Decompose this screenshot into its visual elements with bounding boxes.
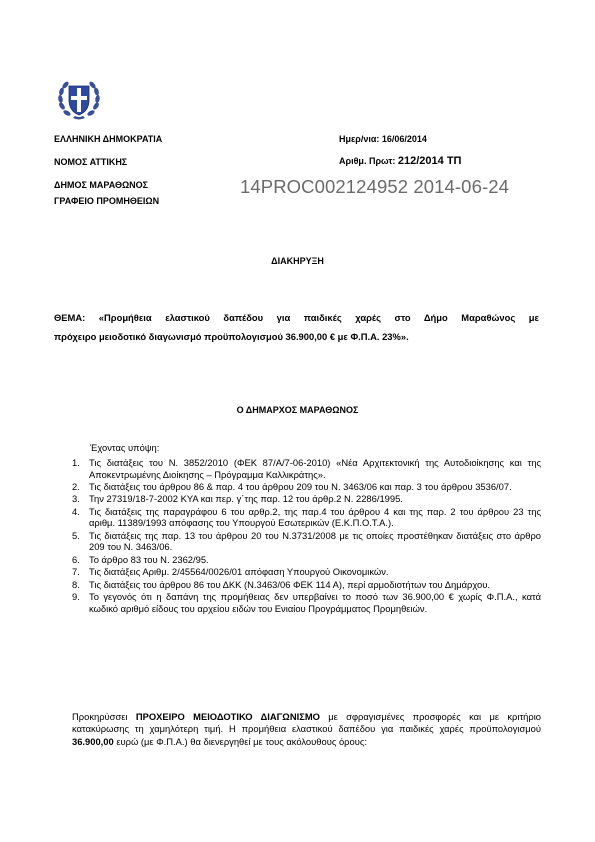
header-municipality: ΔΗΜΟΣ ΜΑΡΑΘΩΝΟΣ (54, 180, 149, 190)
considering-label: Έχοντας υπόψη: (90, 442, 160, 453)
list-item: 1. Τις διατάξεις του Ν. 3852/2010 (ΦΕΚ 87/Α/7-06-2010) «Νέα Αρχιτεκτονική της Αυτοδιοίκησης και της Αποκεντρωμένης Διοίκησης – Πρόγραμμα Καλλικράτης». (72, 457, 541, 480)
list-item: 7. Τις διατάξεις Αριθμ. 2/45564/0026/01 απόφαση Υπουργού Οικονομικών. (72, 566, 389, 578)
header-date: Ημερ/νια: 16/06/2014 (339, 134, 427, 144)
header-prefecture: ΝΟΜΟΣ ΑΤΤΙΚΗΣ (54, 157, 128, 167)
subject-line-1: ΘΕΜΑ: «Προμήθεια ελαστικού δαπέδου για παιδικές χαρές στο Δήμο Μαραθώνος με (54, 312, 539, 323)
budget-amount: 36.900,00 (72, 735, 114, 747)
protocol-label: Αριθμ. Πρωτ: (339, 156, 396, 166)
considerations-list (72, 457, 541, 615)
mayor-heading: Ο ΔΗΜΑΡΧΟΣ ΜΑΡΑΘΩΝΟΣ (236, 405, 359, 415)
tender-type: ΠΡΟΧΕΙΡΟ ΜΕΙΟΔΟΤΙΚΟ ΔΙΑΓΩΝΙΣΜΟ (135, 711, 320, 722)
list-item: 6. Το άρθρο 83 του Ν. 2362/95. (72, 553, 209, 565)
greek-coat-of-arms-emblem (56, 76, 102, 122)
list-item: 8. Τις διατάξεις του άρθρου 86 του ΔΚΚ (Ν.3463/06 ΦΕΚ 114 Α), περί αρμοδιοτήτων του Δημάρχου. (72, 578, 490, 590)
list-item: 9. Το γεγονός ότι η δαπάνη της προμήθειας δεν υπερβαίνει το ποσό των 36.900,00 € χωρίς Φ.Π.Α., κατά κωδικό αριθμό είδους του αρχείου ειδών του Ενιαίου Προγράμματος Προμηθειών. (72, 590, 541, 614)
header-country: ΕΛΛΗΝΙΚΗ ΔΗΜΟΚΡΑΤΙΑ (54, 134, 163, 144)
list-item: 3. Την 27319/18-7-2002 ΚΥΑ και περ. γ΄της παρ. 12 του άρθρ.2 Ν. 2286/1995. (72, 493, 403, 505)
announcement-paragraph: Προκηρύσσει ΠΡΟΧΕΙΡΟ ΜΕΙΟΔΟΤΙΚΟ ΔΙΑΓΩΝΙΣΜΟ με σφραγισμένες προσφορές και με κριτήριο κατακύρωσης τη χαμηλότερη τιμή. Η προμήθεια ελαστικού δαπέδου για παιδικές χαρές προϋπολογισμού 36.900,00 ευρώ (με Φ.Π.Α.) θα διενεργηθεί με τους ακόλουθους όρους: (72, 711, 542, 747)
list-item: 2. Τις διατάξεις του άρθρου 86 & παρ. 4 του άρθρου 209 του Ν. 3463/06 και παρ. 3 του άρθρου 3536/07. (72, 480, 512, 492)
header-office: ΓΡΑΦΕΙΟ ΠΡΟΜΗΘΕΙΩΝ (54, 196, 160, 206)
ada-stamp: 14PROC002124952 2014-06-24 (240, 176, 509, 197)
list-item: 4. Τις διατάξεις της παραγράφου 6 του αρθρ.2, της παρ.4 του άρθρου 4 και της παρ. 2 του άρθρου 23 της αριθμ. 11389/1993 απόφασης του Υπουργού Εσωτερικών (Ε.Κ.Π.Ο.Τ.Α.). (72, 505, 541, 529)
document-title: ΔΙΑΚΗΡΥΞΗ (271, 256, 324, 266)
list-item: 5. Τις διατάξεις της παρ. 13 του άρθρου 20 του Ν.3731/2008 με τις οποίες προστέθηκαν διατάξεις στο άρθρο 209 του Ν. 3463/06. (72, 529, 541, 553)
protocol-number: 212/2014 ΤΠ (397, 155, 462, 167)
header-protocol (339, 155, 462, 167)
subject-line-2: πρόχειρο μειοδοτικό διαγωνισμό προϋπολογισμού 36.900,00 € με Φ.Π.Α. 23%». (54, 331, 409, 342)
